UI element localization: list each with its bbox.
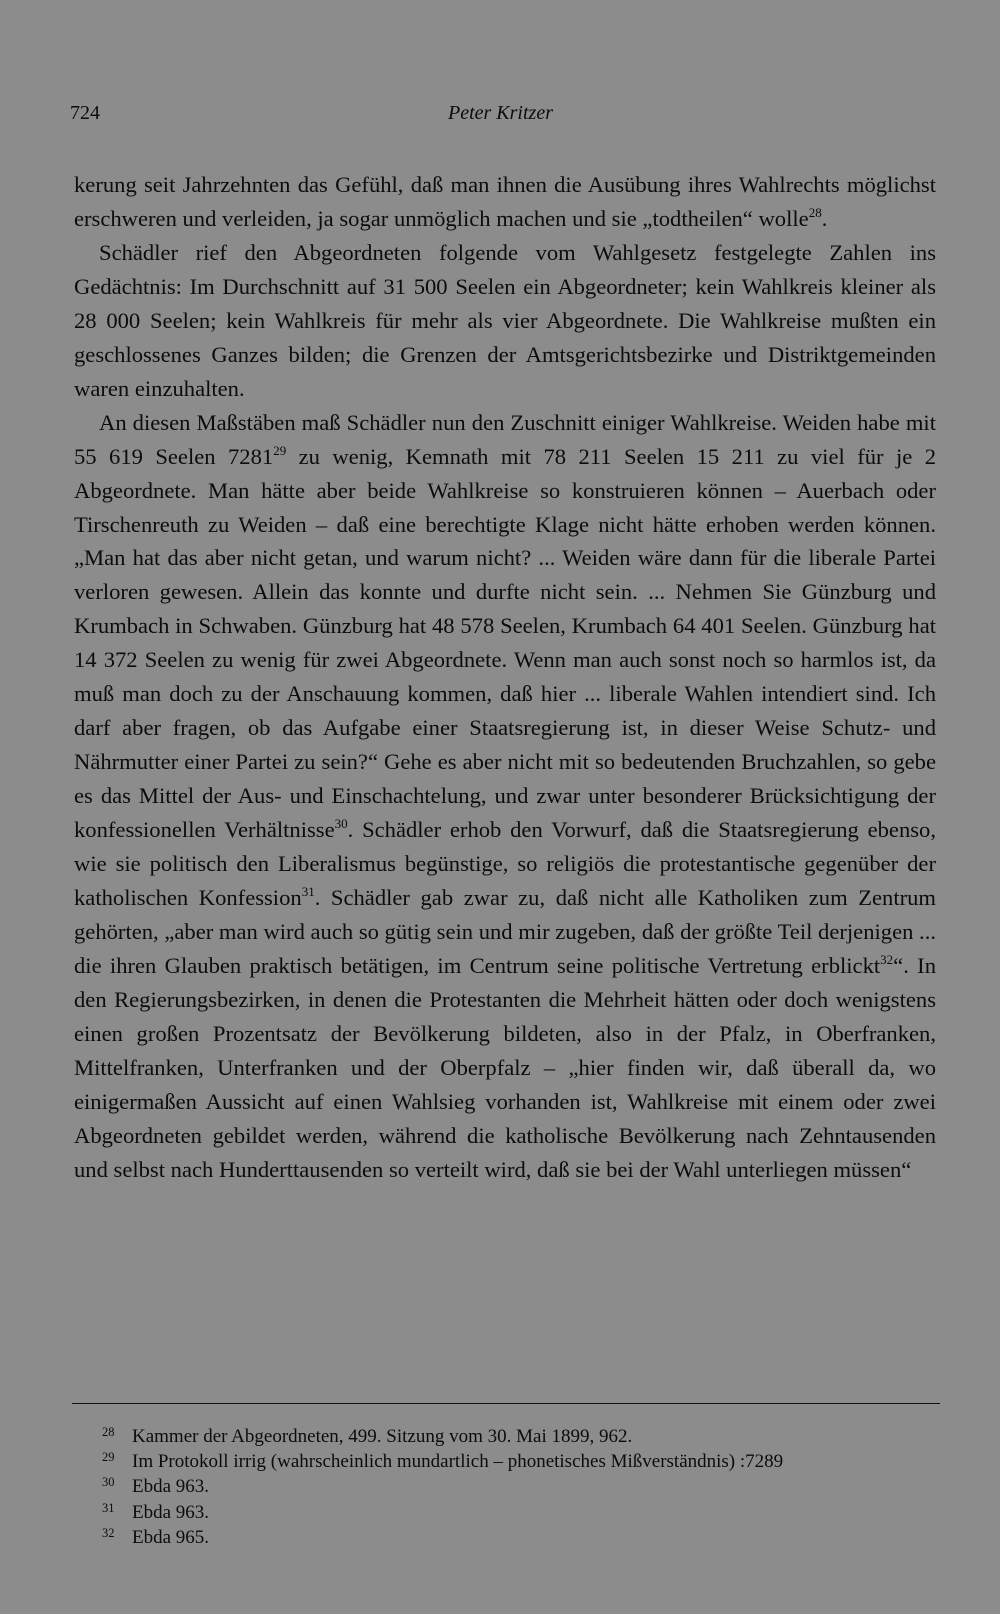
- footnote-divider: [72, 1403, 940, 1404]
- footnote: [102, 1500, 940, 1525]
- footnote-marker: 28: [808, 204, 822, 220]
- paragraph-text: Schädler rief den Abgeordneten folgende vom Wahlgesetz festgelegte Zahlen ins Gedächtnis: Im Durchschnitt auf 31 500 Seelen ein Abgeordneter; kein Wahlkreis kleiner als 28 000 Seelen; kein Wahlkreis für mehr als vier Abgeordnete. Die Wahlkreise mußten ein geschlossenes Ganzes bilden; die Grenzen der Amtsgerichtsbezirke und Distriktgemeinden waren einzuhalten.: [74, 239, 936, 401]
- paragraph-text: .: [821, 205, 828, 231]
- paragraph: [74, 406, 936, 1187]
- paragraph: [74, 236, 936, 406]
- footnote-number: 31: [102, 1500, 115, 1515]
- footnote-marker: 29: [273, 442, 287, 458]
- body-text: [74, 168, 936, 1187]
- footnote-number: 32: [102, 1525, 115, 1540]
- paragraph-text: “. In den Regierungsbezirken, in denen die Protestanten die Mehrheit hätten oder doch wenigstens einen großen Prozentsatz der Bevölkerung bildeten, also in der Pfalz, in Oberfranken, Mittelfranken, Unterfranken und der Oberpfalz – „hier finden wir, daß überall da, wo einigermaßen Aussicht auf einen Wahlsieg vorhanden ist, Wahlkreise mit einem oder zwei Abgeordneten gebildet werden, während die katholische Bevölkerung nach Zehntausenden und selbst nach Hunderttausenden so verteilt wird, daß sie bei der Wahl unterliegen müssen“: [74, 952, 936, 1182]
- footnote: [102, 1449, 940, 1474]
- footnote-number: 29: [102, 1450, 115, 1465]
- paragraph-text: zu wenig, Kemnath mit 78 211 Seelen 15 211 zu viel für je 2 Abgeordnete. Man hätte aber beide Wahlkreise so konstruieren können – Auerbach oder Tirschenreuth zu Weiden – daß eine berechtigte Klage nicht hätte erhoben werden können. „Man hat das aber nicht getan, und warum nicht? ... Weiden wäre dann für die liberale Partei verloren gewesen. Allein das konnte und durfte nicht sein. ... Nehmen Sie Günzburg und Krumbach in Schwaben. Günzburg hat 48 578 Seelen, Krumbach 64 401 Seelen. Günzburg hat 14 372 Seelen zu wenig für zwei Abgeordnete. Wenn man auch sonst noch so harmlos ist, da muß man doch zu der Anschauung kommen, daß hier ... liberale Wahlen intendiert sind. Ich darf aber fragen, ob das Aufgabe einer Staatsregierung ist, in dieser Weise Schutz- und Nährmutter einer Partei zu sein?“ Gehe es aber nicht mit so bedeutenden Bruchzahlen, so gebe es das Mittel der Aus- und Einschachtelung, und zwar unter besonderer Brücksichtigung der konfessionellen Verhältnisse: [74, 443, 936, 843]
- footnote-number: 28: [102, 1425, 115, 1439]
- footnote: [102, 1525, 940, 1550]
- footnote-text: Ebda 963.: [132, 1476, 210, 1498]
- page-header: [70, 102, 930, 134]
- footnote-text: Kammer der Abgeordneten, 499. Sitzung vom 30. Mai 1899, 962.: [132, 1426, 633, 1447]
- footnote-text: Ebda 963.: [132, 1501, 210, 1523]
- footnote: [102, 1424, 940, 1449]
- running-head: Peter Kritzer: [448, 102, 553, 124]
- footnote: [102, 1474, 940, 1499]
- paragraph-text: kerung seit Jahrzehnten das Gefühl, daß man ihnen die Ausübung ihres Wahlrechts möglichst erschweren und verleiden, ja sogar unmöglich machen und sie „todtheilen“ wolle: [74, 172, 936, 231]
- footnote-marker: 30: [334, 816, 348, 832]
- footnotes: [102, 1424, 940, 1550]
- footnote-marker: 32: [880, 951, 894, 967]
- footnote-text: Ebda 965.: [132, 1526, 210, 1548]
- page-number: 724: [70, 102, 100, 124]
- paragraph: [74, 168, 936, 236]
- footnote-text: Im Protokoll irrig (wahrscheinlich mundartlich – phonetisches Mißverständnis) :7289: [132, 1451, 784, 1473]
- paragraph-text: . Schädler erhob den Vorwurf, daß die Staatsregierung ebenso, wie sie politisch den Liberalismus begünstige, so religiös die protestantische gegenüber der katholischen Konfession: [74, 817, 936, 911]
- footnote-number: 30: [102, 1475, 115, 1490]
- footnote-marker: 31: [301, 884, 315, 900]
- paragraph-text: . Schädler gab zwar zu, daß nicht alle Katholiken zum Zentrum gehörten, „aber man wird auch so gütig sein und mir zugeben, daß der größte Teil derjenigen ... die ihren Glauben praktisch betätigen, im Centrum seine politische Vertretung erblickt: [74, 885, 937, 978]
- paragraph-text: An diesen Maßstäben maß Schädler nun den Zuschnitt einiger Wahlkreise. Weiden habe mit 55 619 Seelen 7281: [74, 409, 936, 469]
